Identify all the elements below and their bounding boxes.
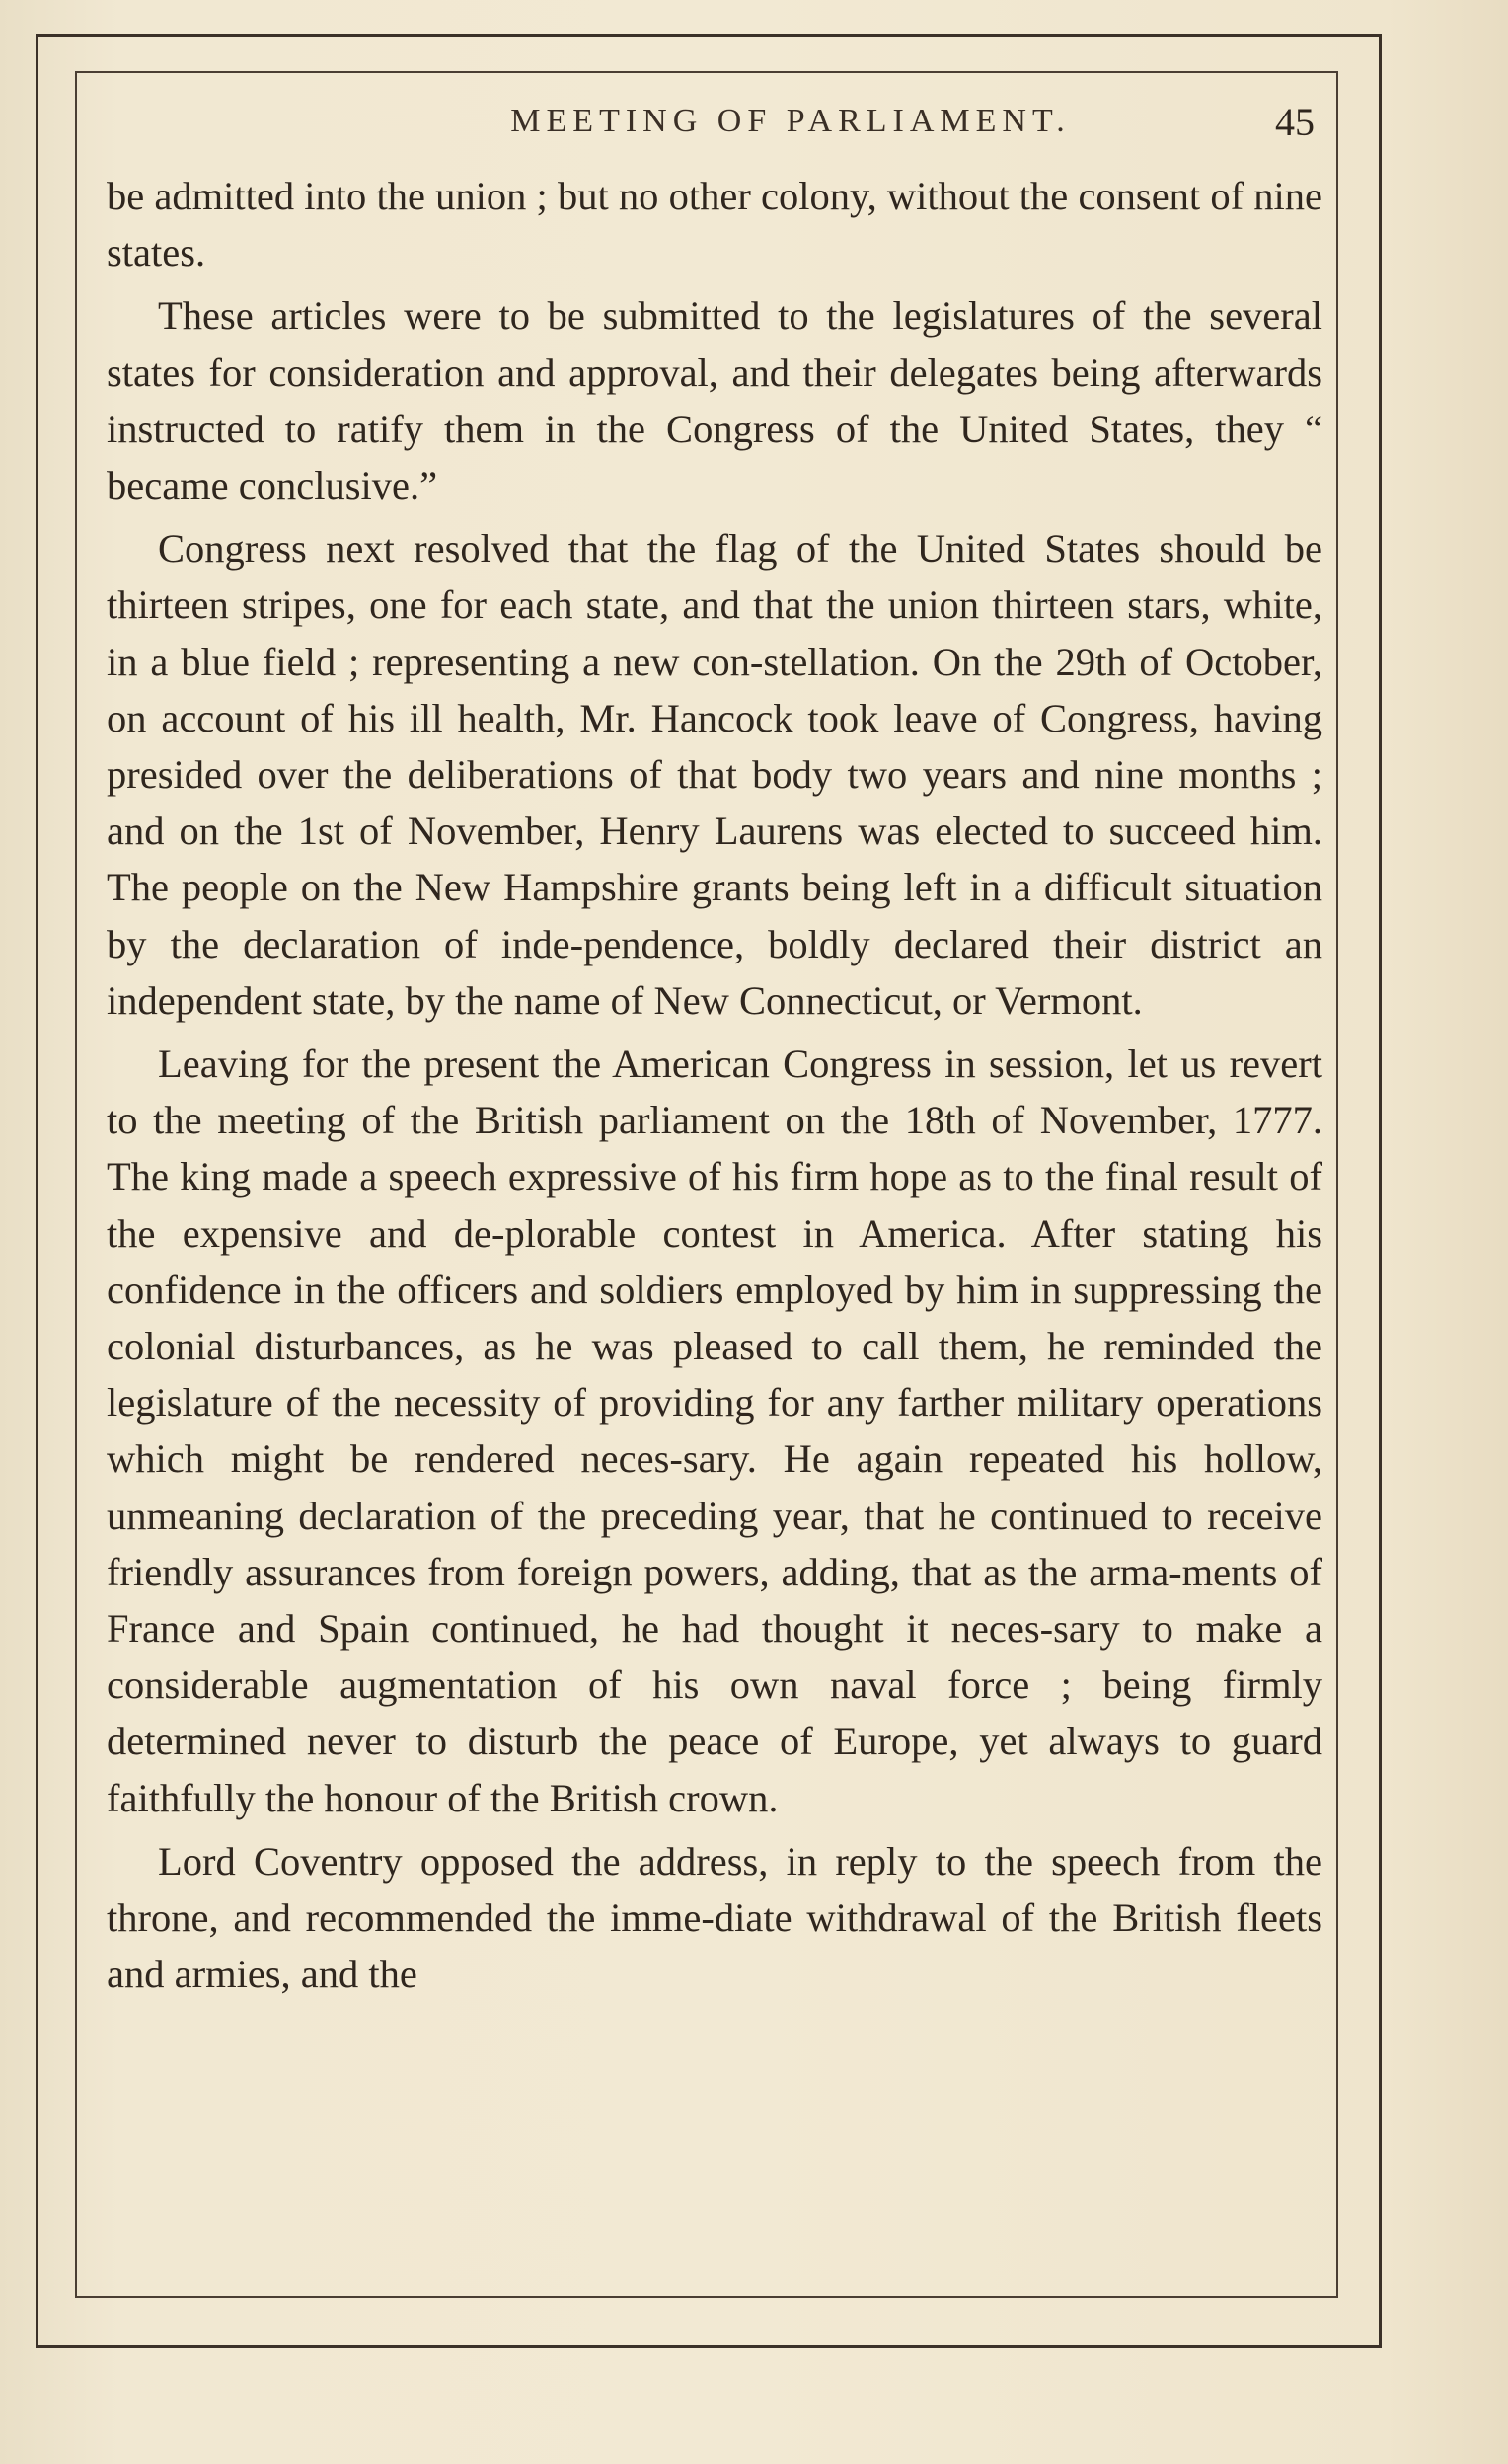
paragraph-1: be admitted into the union ; but no other colony, without the consent of nine states.: [107, 174, 1322, 275]
paragraph-5: Lord Coventry opposed the address, in reply to the speech from the throne, and recommended the imme-diate withdrawal of the British fleets and armies, and the: [107, 1838, 1322, 1997]
body-text: [107, 168, 1322, 2010]
running-head: MEETING OF PARLIAMENT.: [510, 103, 1071, 139]
page-number: 45: [1275, 100, 1315, 144]
paragraph-4: Leaving for the present the American Congress in session, let us revert to the meeting of the British parliament on the 18th of November, 1777. The king made a speech expressive of his firm hope as to the final result of the expensive and de-plorable contest in America. After stating his confidence in the officers and soldiers employed by him in suppressing the colonial disturbances, as he was pleased to call them, he reminded the legislature of the necessity of providing for any farther military operations which might be rendered neces-sary. He again repeated his hollow, unmeaning declaration of the preceding year, that he continued to receive friendly assurances from foreign powers, adding, that as the arma-ments of France and Spain continued, he had thought it neces-sary to make a considerable augmentation of his own naval force ; being firmly determined never to disturb the peace of Europe, yet always to guard faithfully the honour of the British crown.: [107, 1041, 1322, 1820]
page-header: [109, 99, 1315, 154]
paragraph-2: These articles were to be submitted to the legislatures of the several states for consideration and approval, and their delegates being afterwards instructed to ratify them in the Congress of the United States, they “ became conclusive.”: [107, 293, 1322, 508]
paragraph-3: Congress next resolved that the flag of the United States should be thirteen stripes, one for each state, and that the union thirteen stars, white, in a blue field ; representing a new con-stellation. On the 29th of October, on account of his ill health, Mr. Hancock took leave of Congress, having presided over the deliberations of that body two years and nine months ; and on the 1st of November, Henry Laurens was elected to succeed him. The people on the New Hampshire grants being left in a difficult situation by the declaration of inde-pendence, boldly declared their district an independent state, by the name of New Connecticut, or Vermont.: [107, 526, 1322, 1023]
